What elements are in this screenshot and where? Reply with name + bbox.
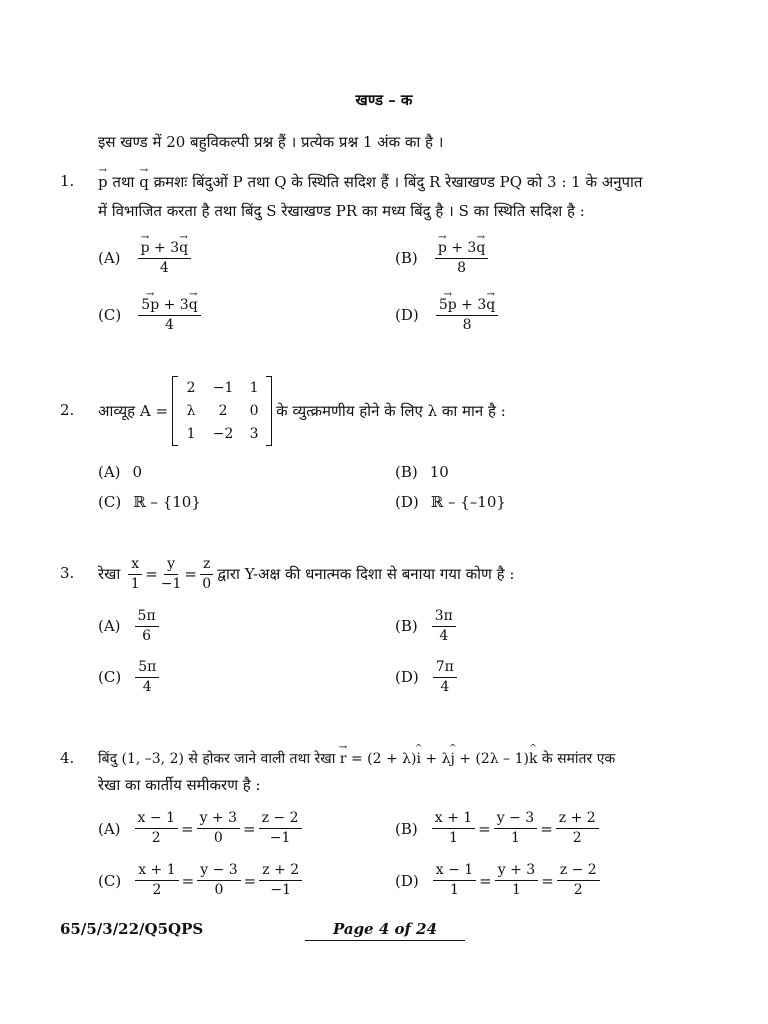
question-1-text-line2: में विभाजित करता है तथा बिंदु S रेखाखण्ड PR का मध्य बिंदु है । S का स्थिति सदिश है : (98, 202, 585, 220)
matrix-a: 2 −1 1 λ 2 0 1 −2 3 (172, 376, 272, 446)
vector-q: q → (139, 172, 149, 192)
q4-option-d[interactable]: (D) $\frac{x - 1}{1}$ = $\frac{y + 3}{1}$ = $\frac{z - 2}{2}$ (395, 862, 600, 899)
section-title: खण्ड – क (355, 91, 413, 109)
question-2-number: 2. (60, 401, 75, 419)
fraction: $\frac{p \to + 3q \to}{8}$ (435, 240, 488, 277)
q4-option-a[interactable]: (A) $\frac{x - 1}{2}$ = $\frac{y + 3}{0}$ = $\frac{z - 2}{-1}$ (98, 810, 302, 847)
q1-option-a[interactable]: (A) $\frac{p \to + 3q \to}{4}$ (98, 240, 191, 277)
question-4-text-line1: बिंदु (1, –3, 2) से होकर जाने वाली तथा रेखा r → = (2 + λ)i ^ + λj ^ + (2λ – 1)k ^ के समांतर एक (98, 749, 615, 769)
q1-option-d[interactable]: (D) $\frac{5p \to + 3q \to}{8}$ (395, 297, 498, 334)
q2-option-b[interactable]: (B) 10 (395, 463, 449, 481)
paper-code: 65/5/3/22/Q5QPS (60, 920, 204, 938)
q2-option-d[interactable]: (D) ℝ – {–10} (395, 493, 506, 511)
fraction: $\frac{5p \to + 3q \to}{4}$ (138, 297, 200, 334)
q3-option-a[interactable]: (A) $\frac{5\pi}{6}$ (98, 608, 159, 645)
q2-option-a[interactable]: (A) 0 (98, 463, 143, 481)
question-4-text-line2: रेखा का कार्तीय समीकरण है : (98, 776, 261, 794)
question-3-text: रेखा $\frac{x}{1}$ = $\frac{y}{-1}$ = $\frac{z}{0}$ द्वारा Y-अक्ष की धनात्मक दिशा से बनाया गया कोण है : (98, 555, 515, 592)
fraction: $\frac{5p \to + 3q \to}{8}$ (436, 297, 498, 334)
question-1-number: 1. (60, 172, 75, 190)
fraction: $\frac{p \to + 3q \to}{4}$ (138, 240, 191, 277)
vector-p: p → (98, 172, 108, 192)
question-1-text-line1: p → तथा q → क्रमशः बिंदुओं P तथा Q के स्थिति सदिश हैं । बिंदु R रेखाखण्ड PQ को 3 : 1 के अनुपात (98, 172, 642, 192)
q4-option-c[interactable]: (C) $\frac{x + 1}{2}$ = $\frac{y - 3}{0}$ = $\frac{z + 2}{-1}$ (98, 862, 302, 899)
line-equation: $\frac{x}{1}$ = $\frac{y}{-1}$ = $\frac{z}{0}$ (128, 556, 213, 593)
question-2-text: आव्यूह A = 2 −1 1 λ 2 0 1 −2 3 के व्युत्क्रमणीय होने के लिए λ का मान है : (98, 377, 506, 445)
q1-option-b[interactable]: (B) $\frac{p \to + 3q \to}{8}$ (395, 240, 488, 277)
q1-option-c[interactable]: (C) $\frac{5p \to + 3q \to}{4}$ (98, 297, 201, 334)
q4-option-b[interactable]: (B) $\frac{x + 1}{1}$ = $\frac{y - 3}{1}$ = $\frac{z + 2}{2}$ (395, 810, 599, 847)
q2-option-c[interactable]: (C) ℝ – {10} (98, 493, 201, 511)
q3-option-b[interactable]: (B) $\frac{3\pi}{4}$ (395, 608, 456, 645)
q3-option-c[interactable]: (C) $\frac{5\pi}{4}$ (98, 659, 159, 696)
section-instructions: इस खण्ड में 20 बहुविकल्पी प्रश्न हैं । प्रत्येक प्रश्न 1 अंक का है । (98, 133, 444, 151)
question-4-number: 4. (60, 749, 75, 767)
page-number: Page 4 of 24 (305, 920, 465, 941)
q3-option-d[interactable]: (D) $\frac{7\pi}{4}$ (395, 659, 457, 696)
question-3-number: 3. (60, 564, 75, 582)
